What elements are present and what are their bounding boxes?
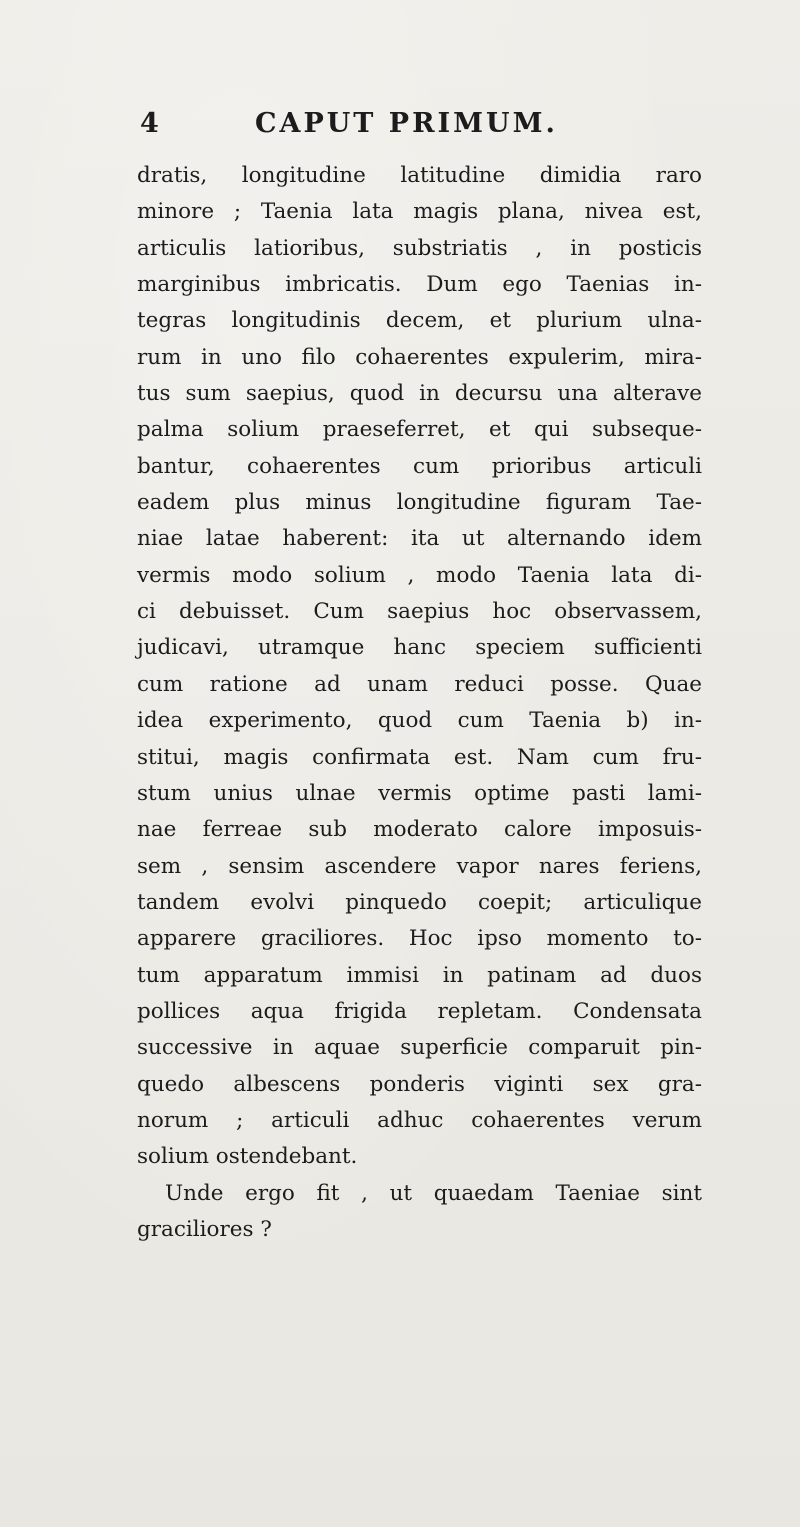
text-line: tandem evolvi pinquedo coepit; articulique (137, 889, 702, 915)
text-line: eadem plus minus longitudine figuram Tae- (137, 490, 702, 516)
text-line: judicavi, utramque hanc speciem sufficienti (137, 635, 702, 661)
text-line: stum unius ulnae vermis optime pasti lami- (137, 780, 702, 806)
text-line: palma solium praeseferret, et qui subseque- (137, 417, 702, 443)
text-line: vermis modo solium , modo Taenia lata di- (137, 562, 702, 588)
text-line: ci debuisset. Cum saepius hoc observassem, (137, 599, 702, 625)
text-line: cum ratione ad unam reduci posse. Quae (137, 671, 702, 697)
text-line: graciliores ? (137, 1216, 272, 1242)
body-text (137, 158, 702, 1248)
text-line: quedo albescens ponderis viginti sex gra- (137, 1071, 702, 1097)
text-line: stitui, magis confirmata est. Nam cum fru- (137, 744, 702, 770)
page-number: 4 (140, 108, 159, 139)
text-line: apparere graciliores. Hoc ipso momento to- (137, 926, 702, 952)
text-line: nae ferreae sub moderato calore imposuis- (137, 817, 702, 843)
text-line: solium ostendebant. (137, 1144, 358, 1170)
text-line: tum apparatum immisi in patinam ad duos (137, 962, 702, 988)
running-head (140, 108, 700, 148)
text-line: minore ; Taenia lata magis plana, nivea est, (137, 199, 702, 225)
text-line: dratis, longitudine latitudine dimidia raro (137, 163, 702, 188)
text-line: bantur, cohaerentes cum prioribus articuli (137, 453, 702, 479)
text-line: articulis latioribus, substriatis , in posticis (137, 235, 702, 261)
text-line: norum ; articuli adhuc cohaerentes verum (137, 1107, 702, 1133)
text-line: marginibus imbricatis. Dum ego Taenias in- (137, 272, 702, 298)
text-line: tegras longitudinis decem, et plurium ulna- (137, 308, 702, 334)
text-line: idea experimento, quod cum Taenia b) in- (137, 708, 702, 734)
text-line: Unde ergo fit , ut quaedam Taeniae sint (165, 1180, 702, 1206)
text-line: tus sum saepius, quod in decursu una alterave (137, 381, 702, 407)
text-line: niae latae haberent: ita ut alternando idem (137, 526, 702, 552)
text-line: sem , sensim ascendere vapor nares feriens, (137, 853, 702, 879)
text-line: rum in uno filo cohaerentes expulerim, mira- (137, 344, 702, 370)
chapter-title: CAPUT PRIMUM. (255, 108, 558, 139)
text-line: pollices aqua frigida repletam. Condensata (137, 998, 702, 1024)
text-line: successive in aquae superficie comparuit pin- (137, 1035, 702, 1061)
